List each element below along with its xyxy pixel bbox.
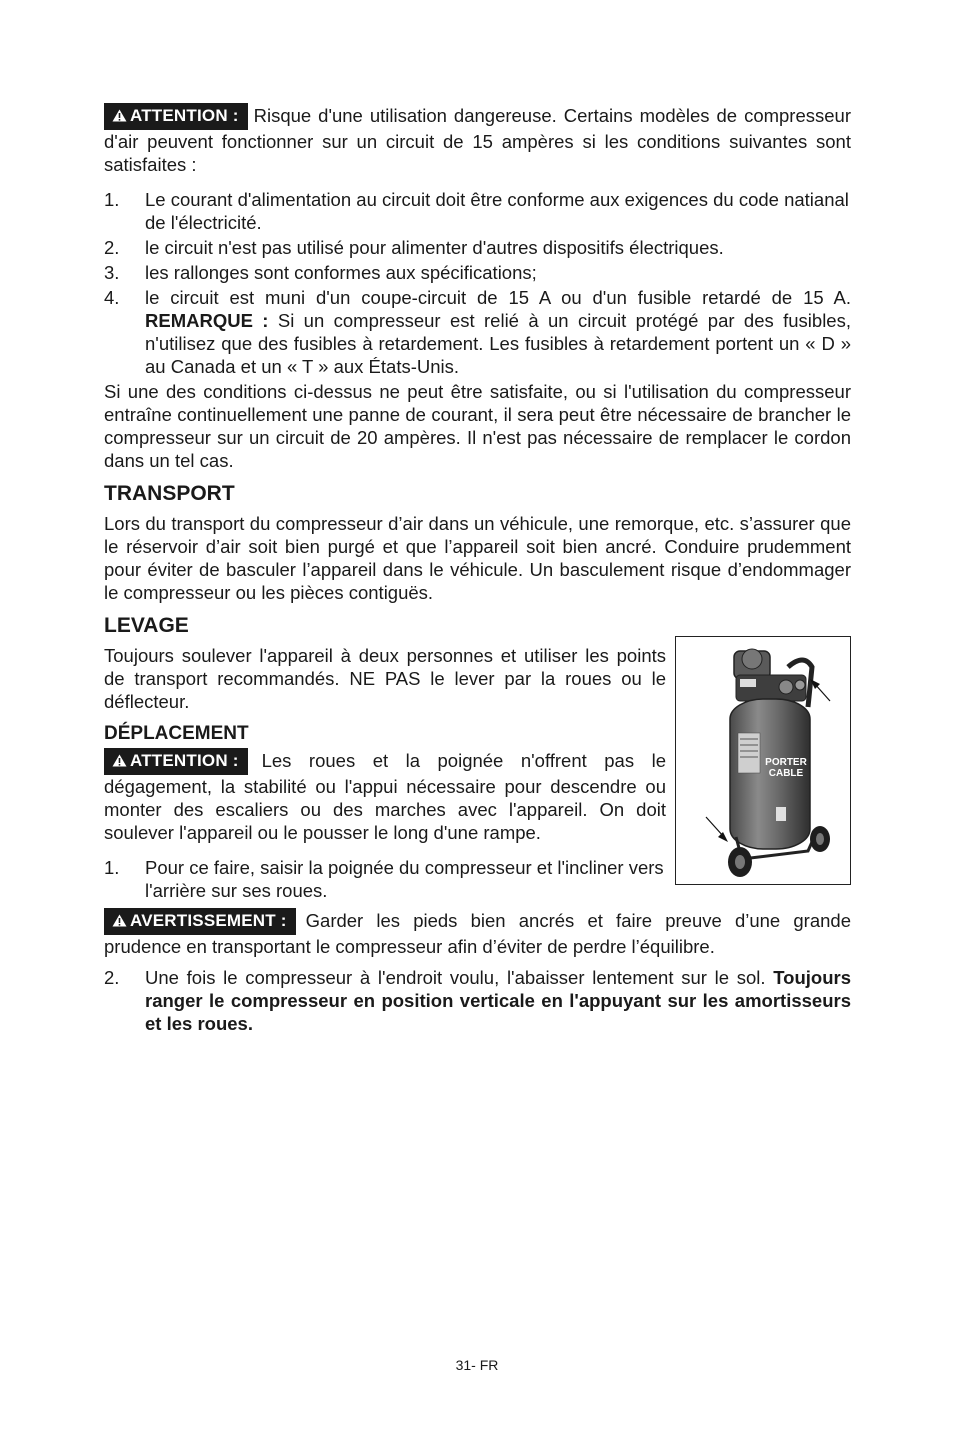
avertissement-badge: AVERTISSEMENT : [104, 908, 296, 935]
list-item: 2. le circuit n'est pas utilisé pour alimenter d'autres dispositifs électriques. [104, 237, 724, 258]
deplacement-list-1 [104, 856, 666, 902]
list-item: 2. Une fois le compresseur à l'endroit voulu, l'abaisser lentement sur le sol. Toujours ranger le compresseur en position verticale en l'appuyant sur les amortisseurs et les roues. [104, 967, 851, 1034]
brand-line1: PORTER [765, 757, 807, 768]
warning-triangle-icon [112, 109, 127, 122]
conditions-outro: Si une des conditions ci-dessus ne peut être satisfaite, ou si l'utilisation du compresseur entraîne continuellement une panne de courant, il sera peut être nécessaire de brancher le compresseur sur un circuit de 20 ampères. Il n'est pas nécessaire de remplacer le cordon dans un tel cas. [104, 381, 851, 471]
page-content [104, 103, 851, 1037]
attention-badge: ATTENTION : [104, 103, 248, 130]
warning-triangle-icon [112, 914, 127, 927]
deplacement-text: Les roues et la poignée n'offrent pas le dégagement, la stabilité ou l'appui nécessaire pour descendre ou monter des escaliers ou des marches avec l'appareil. On doit soulever l'appareil ou le pousser le long d'une rampe. [104, 750, 666, 843]
levage-text: Toujours soulever l'appareil à deux personnes et utiliser les points de transport recommandés. NE PAS le lever par la roues ou le déflecteur. [104, 645, 666, 712]
conditions-list [104, 188, 851, 378]
list-item: 4. le circuit est muni d'un coupe-circuit de 15 A ou d'un fusible retardé de 15 A. REMARQUE : Si un compresseur est relié à un circuit protégé par des fusibles, n'utilisez que des fusibles à retardement. Les fusibles à retardement portent un « D » au Canada et un « T » aux États-Unis. [104, 287, 851, 377]
avertissement-paragraph [104, 908, 851, 958]
attention-paragraph [104, 103, 851, 176]
levage-heading: LEVAGE [104, 614, 189, 637]
list-item: 1. Le courant d'alimentation au circuit doit être conforme aux exigences du code natianal de l'électricité. [104, 189, 849, 233]
transport-heading: TRANSPORT [104, 482, 235, 505]
note-label: REMARQUE : [145, 310, 269, 331]
compressor-illustration [676, 637, 850, 884]
brand-line2: CABLE [768, 768, 804, 779]
list-item: 1. Pour ce faire, saisir la poignée du compresseur et l'incliner vers l'arrière sur ses roues. [104, 857, 664, 901]
attention-badge: ATTENTION : [104, 748, 248, 775]
transport-text: Lors du transport du compresseur d’air dans un véhicule, une remorque, etc. s’assurer que le réservoir d’air soit bien purgé et que l’appareil soit bien ancré. Conduire prudemment pour éviter de basculer l’appareil dans le véhicule. Un basculement risque d’endommager le compresseur ou les pièces contiguës. [104, 513, 851, 603]
deplacement-list-2 [104, 966, 851, 1035]
compressor-figure [675, 636, 851, 885]
storage-instruction: Toujours ranger le compresseur en position verticale en l'appuyant sur les amortisseurs et les roues. [145, 967, 851, 1034]
avertissement-text: Garder les pieds bien ancrés et faire preuve d’une grande prudence en transportant le compresseur afin d’éviter de perdre l’équilibre. [104, 910, 851, 957]
note-text: Si un compresseur est relié à un circuit protégé par des fusibles, n'utilisez que des fusibles à retardement. Les fusibles à retardement portent un « D » au Canada et un « T » aux États-Unis. [145, 310, 851, 377]
warning-triangle-icon [112, 754, 127, 767]
deplacement-heading: DÉPLACEMENT [104, 723, 249, 744]
page-number: 31- FR [455, 1357, 499, 1373]
deplacement-paragraph [104, 748, 666, 844]
attention-text: Risque d'une utilisation dangereuse. Certains modèles de compresseur d'air peuvent fonctionner sur un circuit de 15 ampères si les conditions suivantes sont satisfaites : [104, 105, 851, 175]
list-item: 3. les rallonges sont conformes aux spécifications; [104, 262, 537, 283]
